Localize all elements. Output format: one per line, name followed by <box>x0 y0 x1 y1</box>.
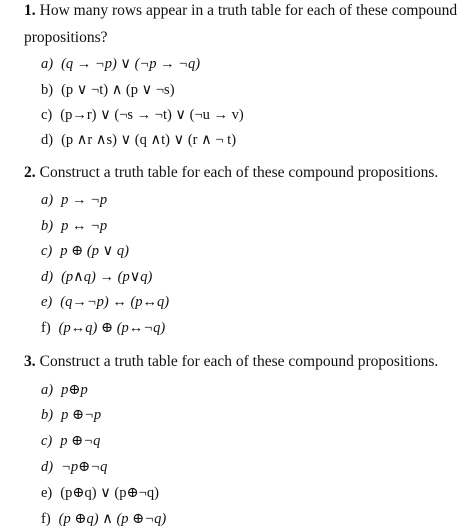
item-label: d) <box>41 459 54 475</box>
question-3-prompt <box>24 353 438 371</box>
question-2-item-a <box>41 192 107 209</box>
item-label: b) <box>41 82 54 98</box>
question-2-item-b <box>41 218 107 235</box>
question-2-prompt <box>24 164 438 182</box>
item-expression: (p→r) ∨ (¬s → ¬t) ∨ (¬u → v) <box>60 107 244 123</box>
question-number: 1. <box>24 2 36 19</box>
item-label: a) <box>41 56 54 72</box>
item-expression: p ↔ ¬p <box>61 218 108 234</box>
question-2-item-c <box>41 243 129 260</box>
item-expression: ¬p⊕¬q <box>61 459 108 475</box>
item-expression: (q→¬p) ↔ (p↔q) <box>60 294 170 310</box>
item-label: a) <box>41 192 54 208</box>
question-1-item-c <box>41 107 244 124</box>
item-expression: p⊕p <box>61 382 88 398</box>
question-2-item-e <box>41 294 169 311</box>
question-3-item-d <box>41 459 107 476</box>
item-expression: (p⊕q) ∨ (p⊕¬q) <box>60 485 159 501</box>
item-expression: p ⊕¬p <box>61 407 102 423</box>
question-2-item-f <box>41 320 165 337</box>
question-2-item-d <box>41 269 152 286</box>
question-prompt: Construct a truth table for each of these compound propositions. <box>39 164 439 181</box>
item-label: c) <box>41 433 53 449</box>
item-label: e) <box>41 294 53 310</box>
item-label: f) <box>41 320 51 336</box>
question-3-item-a <box>41 382 88 399</box>
item-expression: p ⊕¬q <box>60 433 101 449</box>
question-prompt: How many rows appear in a truth table for each of these compound <box>39 2 458 19</box>
question-number: 3. <box>24 353 36 370</box>
question-1-item-b <box>41 82 175 99</box>
item-label: c) <box>41 107 53 123</box>
item-expression: (p ⊕q) ∧ (p ⊕¬q) <box>58 511 167 527</box>
item-label: a) <box>41 382 54 398</box>
item-label: d) <box>41 269 54 285</box>
question-1-prompt-line-1 <box>24 2 457 20</box>
item-expression: (p↔q) ⊕ (p↔¬q) <box>58 320 166 336</box>
item-expression: (q → ¬p) ∨ (¬p → ¬q) <box>61 56 201 72</box>
question-3-item-e <box>41 485 159 502</box>
question-3-item-c <box>41 433 100 450</box>
question-number: 2. <box>24 164 36 181</box>
question-1-item-d <box>41 132 236 149</box>
item-expression: (p ∧r ∧s) ∨ (q ∧t) ∨ (r ∧ ¬ t) <box>61 132 237 148</box>
item-expression: (p∧q) → (p∨q) <box>61 269 153 285</box>
item-label: e) <box>41 485 53 501</box>
item-label: b) <box>41 407 54 423</box>
item-label: c) <box>41 243 53 259</box>
question-prompt: Construct a truth table for each of these compound propositions. <box>39 353 439 370</box>
item-expression: p → ¬p <box>61 192 108 208</box>
question-1-prompt-line-2: propositions? <box>24 29 108 46</box>
item-label: d) <box>41 132 54 148</box>
question-3-item-f <box>41 511 166 528</box>
question-1-item-a <box>41 56 200 73</box>
question-3-item-b <box>41 407 101 424</box>
item-label: b) <box>41 218 54 234</box>
item-expression: p ⊕ (p ∨ q) <box>60 243 129 259</box>
item-expression: (p ∨ ¬t) ∧ (p ∨ ¬s) <box>61 82 175 98</box>
item-label: f) <box>41 511 51 527</box>
